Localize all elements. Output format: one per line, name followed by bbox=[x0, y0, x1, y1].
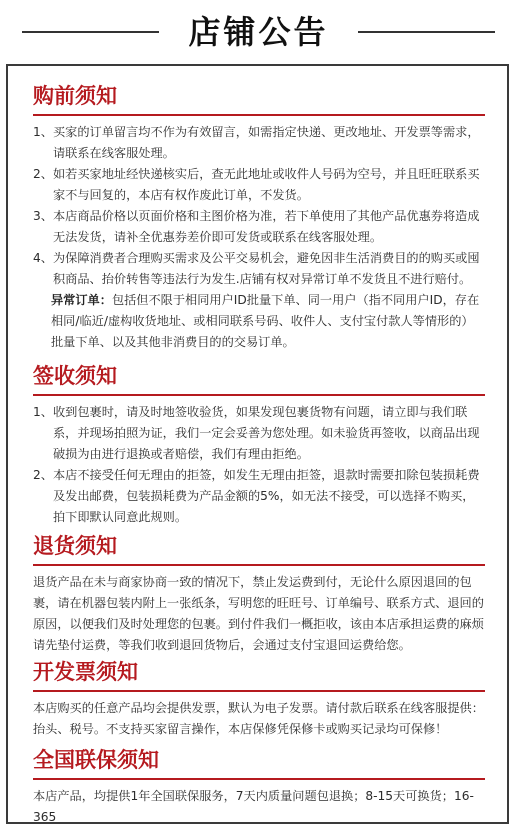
announcement-box bbox=[6, 64, 509, 824]
item-text: 为保障消费者合理购买需求及公平交易机会，避免因非生活消费目的的购买或囤积商品、抬价转售等违法行为发生.店铺有权对异常订单不发货且不进行赔付。 bbox=[52, 251, 480, 286]
announcement-header bbox=[0, 0, 517, 64]
header-rule-right bbox=[358, 31, 495, 33]
abnormal-order-note bbox=[33, 290, 485, 353]
item-text: 如若买家地址经快递核实后，查无此地址或收件人号码为空号，并且旺旺联系买家不与回复的，本店有权作废此订单，不发货。 bbox=[52, 167, 480, 202]
item-number: 2、 bbox=[33, 167, 53, 181]
section-divider bbox=[33, 778, 485, 780]
section-invoice bbox=[33, 658, 485, 740]
section-divider bbox=[33, 114, 485, 116]
section-receipt bbox=[33, 362, 485, 528]
section-pre-purchase bbox=[33, 82, 485, 353]
item-text: 本店不接受任何无理由的拒签，如发生无理由拒签，退款时需要扣除包装损耗费及发出邮费，包装损耗费为产品金额的5%，如无法不接受，可以选择不购买，拍下即默认同意此规则。 bbox=[52, 468, 480, 524]
section-title: 开发票须知 bbox=[33, 660, 138, 684]
item-number: 1、 bbox=[33, 405, 53, 419]
section-divider bbox=[33, 394, 485, 396]
abnormal-order-label: 异常订单： bbox=[51, 293, 112, 307]
section-text: 本店产品，均提供1年全国联保服务，7天内质量问题包退换；8-15天可换货；16-365 bbox=[33, 789, 474, 824]
list-item bbox=[33, 206, 485, 248]
section-warranty bbox=[33, 746, 485, 828]
list-item bbox=[33, 248, 485, 290]
list-item bbox=[33, 402, 485, 465]
section-returns bbox=[33, 532, 485, 656]
list-item bbox=[33, 122, 485, 164]
section-title: 签收须知 bbox=[33, 364, 117, 388]
list-item bbox=[33, 164, 485, 206]
section-text: 本店购买的任意产品均会提供发票，默认为电子发票。请付款后联系在线客服提供：抬头、税号。不支持买家留言操作，本店保修凭保修卡或购买记录均可保修！ bbox=[33, 701, 484, 736]
section-title: 退货须知 bbox=[33, 534, 117, 558]
section-title: 全国联保须知 bbox=[33, 748, 159, 772]
item-text: 本店商品价格以页面价格和主图价格为准，若下单使用了其他产品优惠券将造成无法发货，请补全优惠券差价即可发货或联系在线客服处理。 bbox=[52, 209, 480, 244]
item-number: 2、 bbox=[33, 468, 53, 482]
abnormal-order-text: 包括但不限于相同用户ID批量下单、同一用户（指不同用户ID，存在相同/临近/虚构收货地址、或相同联系号码、收件人、支付宝付款人等情形的）批量下单、以及其他非消费目的的交易订单。 bbox=[51, 293, 480, 349]
item-text: 买家的订单留言均不作为有效留言，如需指定快递、更改地址、开发票等需求，请联系在线客服处理。 bbox=[52, 125, 480, 160]
item-number: 4、 bbox=[33, 251, 53, 265]
page-title: 店铺公告 bbox=[188, 13, 329, 51]
section-divider bbox=[33, 690, 485, 692]
item-number: 3、 bbox=[33, 209, 53, 223]
section-title: 购前须知 bbox=[33, 84, 117, 108]
list-item bbox=[33, 465, 485, 528]
item-text: 收到包裹时，请及时地签收验货，如果发现包裹货物有问题，请立即与我们联系，并现场拍照为证，我们一定会妥善为您处理。如未验货再签收，以商品出现破损为由进行退换或者赔偿，我们有理由拒绝。 bbox=[52, 405, 480, 461]
section-divider bbox=[33, 564, 485, 566]
item-number: 1、 bbox=[33, 125, 53, 139]
section-text: 退货产品在未与商家协商一致的情况下，禁止发运费到付，无论什么原因退回的包裹，请在机器包装内附上一张纸条，写明您的旺旺号、订单编号、联系方式、退回的原因，以便我们及时处理您的包裹。到付件我们一概拒收，该由本店承担运费的麻烦请先垫付运费，等我们收到退回货物后，会通过支付宝退回运费给您。 bbox=[33, 575, 484, 652]
